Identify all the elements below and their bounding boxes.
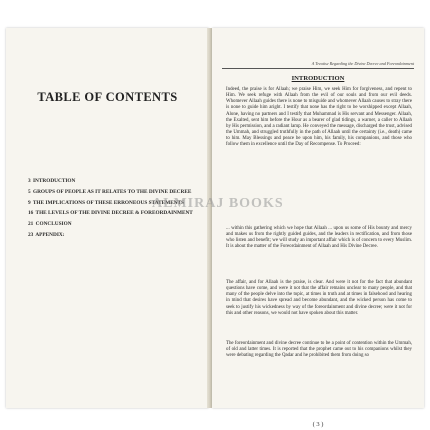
toc-entry-page: 16: [28, 210, 34, 217]
toc-entry-label: INTRODUCTION: [32, 178, 76, 184]
toc-entry-label: THE IMPLICATIONS OF THESE ERRONEOUS STATEMENTS: [32, 199, 185, 206]
toc-entry-label: GROUPS OF PEOPLE AS IT RELATES TO THE DIVINE DECREE: [32, 188, 192, 195]
toc-entry[interactable]: [28, 219, 208, 230]
body-paragraph: The affair, and for Allaah is the praise, is clear. And were it not for the fact that abundant questions have come, and were it not that the affair remains unclear to many people, and that many of the people delve into the topic, at times in truth and at times in falsehood and hearing in mind that desires have spread and become abundant, and the wicked person has come to seek to justify his wickedness by way of the foreordainment and divine decree; were it not for this and other reasons, we would not have spoken about this matter.: [226, 280, 412, 316]
body-paragraph: ... within this gathering which we hope that Allaah ... upon us some of His bounty and mercy and makes us from the rightly guided guides, and the leaders in rectification, and from those who listen and benefit; we will study an important affair which is of concern to every Muslim. It is about the matter of the Foreordainment of Allaah and His Divine Decree.: [226, 226, 412, 250]
watermark: ALMIRAJ BOOKS: [152, 196, 284, 211]
toc-entry-label: APPENDIX:: [35, 231, 65, 238]
toc-entry[interactable]: [28, 230, 208, 241]
toc-entry-page: 3: [28, 178, 31, 184]
toc-entry-label: THE LEVELS OF THE DIVINE DECREE & FOREORDAINMENT: [35, 210, 193, 217]
toc-entry-page: 21: [28, 221, 34, 228]
toc-title: TABLE OF CONTENTS: [37, 90, 178, 104]
toc-entry-page: 23: [28, 231, 34, 238]
body-paragraph: The foreordainment and divine decree continue to be a point of contention within the Ummah, of old and latter times. It is reported that the prophet came out to his companions whilst they were debating regarding the Qadar and he prohibited them from doing so: [226, 341, 412, 359]
section-title: INTRODUCTION: [291, 75, 345, 82]
toc-entry[interactable]: [28, 176, 208, 187]
right-page: [212, 28, 424, 428]
body-paragraph: Indeed, the praise is for Allaah; we praise Him, we seek Him for forgiveness, and repent to Him. We seek refuge with Allaah from the evil of our souls and from our evil deeds. Whomever Allaah guides there is none to misguide and whomever Allaah causes to stray there is none to guide him aright. I testify that none has the right to be worshipped except Allaah, Alone, having no partners and I testify that Muhammad is His servant and Messenger. Allaah, the Exalted, sent him before the Hour as a bearer of glad tidings, a warner, a caller to Allaah by His permission, and a radiant lamp. He conveyed the message, discharged the trust, advised the Ummah, and struggled truthfully in the path of Allaah until the certainty (i.e., death) came to him. May Blessings and peace be upon him, his family, his companions, and those who follow them in excellence until the Day of Recompense. To Proceed:: [226, 87, 412, 148]
toc-entry-label: CONCLUSION: [35, 221, 72, 228]
toc-entry-page: 5: [28, 188, 31, 195]
left-page: [6, 28, 209, 408]
page-number: ( 3 ): [312, 421, 324, 428]
running-head: A Treatise Regarding the Divine Decree and Foreordainment: [222, 61, 414, 69]
toc-entry-page: 9: [28, 199, 31, 206]
